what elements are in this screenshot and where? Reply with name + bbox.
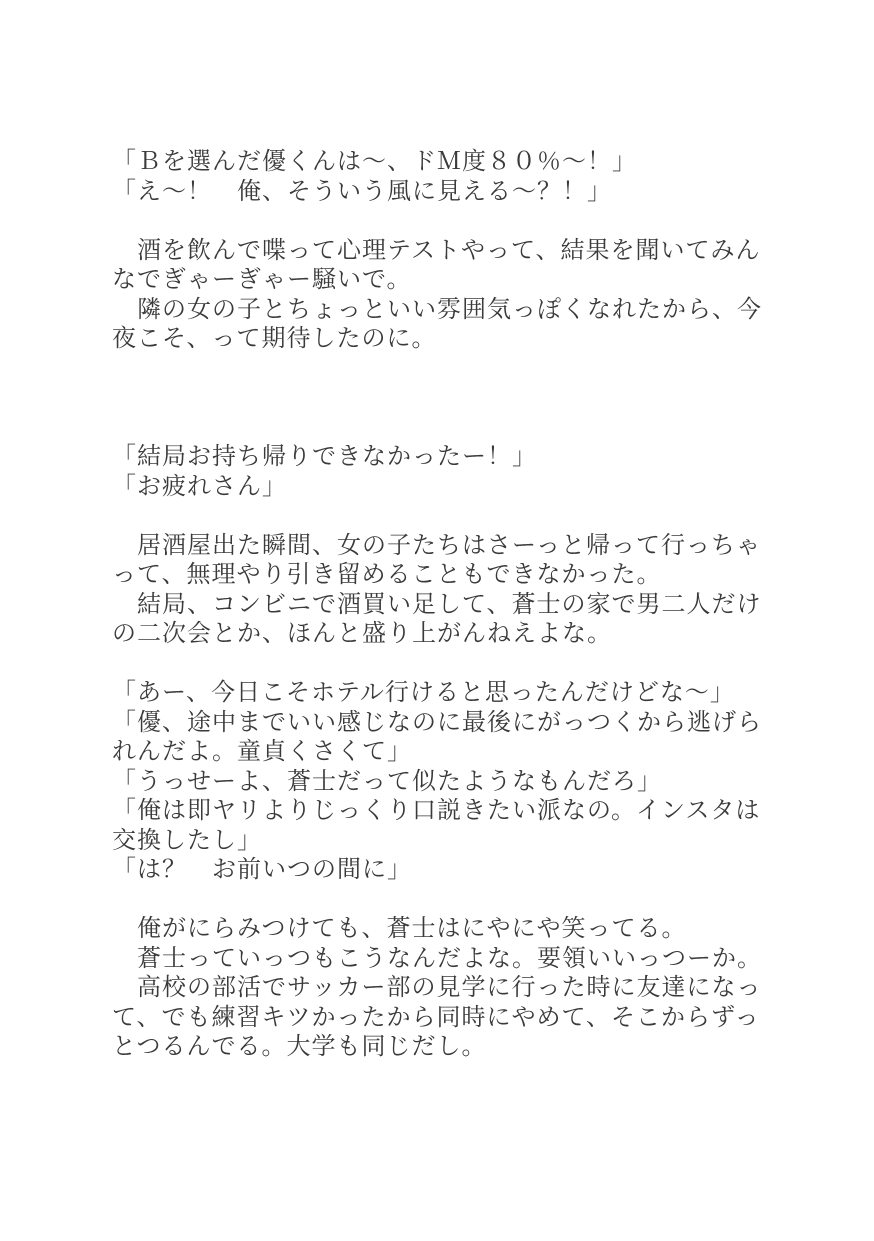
text-line: 蒼士っていっつもこうなんだよな。要領いいっつーか。 (112, 944, 762, 972)
text-line: 「俺は即ヤリよりじっくり口説きたい派なの。インスタは (112, 797, 761, 824)
text-line: 「結局お持ち帰りできなかったー！」 (112, 443, 537, 470)
blank-line (112, 383, 762, 413)
blank-line (112, 885, 762, 915)
text-line: れんだよ。童貞くさくて」 (112, 738, 412, 765)
text-line: 高校の部活でサッカー部の見学に行った時に友達になっ (112, 974, 762, 1001)
text-line: 「うっせーよ、蒼士だって似たようなもんだろ」 (112, 767, 662, 795)
text-line: 「お疲れさん」 (112, 472, 287, 500)
text-line: 酒を飲んで喋って心理テストやって、結果を聞いてみん (112, 236, 761, 264)
novel-text-block (112, 147, 762, 1062)
text-line: なでぎゃーぎゃー騒いで。 (112, 266, 412, 293)
text-line: て、でも練習キツかったから同時にやめて、そこからずっ (112, 1003, 760, 1031)
blank-line (112, 354, 762, 384)
blank-line (112, 501, 762, 531)
text-line: 交換したし」 (112, 826, 262, 854)
text-line: 夜こそ、って期待したのに。 (112, 325, 437, 352)
text-line: 「Ｂを選んだ優くんは～、ドＭ度８０％～！」 (112, 148, 637, 175)
text-line: 俺がにらみつけても、蒼士はにやにや笑ってる。 (112, 915, 687, 942)
text-line: 「え～！ 俺、そういう風に見える～？！」 (112, 177, 612, 205)
text-line: 「あー、今日こそホテル行けると思ったんだけどな～」 (112, 679, 735, 706)
text-line: 隣の女の子とちょっといい雰囲気っぽくなれたから、今 (112, 295, 762, 323)
text-line: の二次会とか、ほんと盛り上がんねえよな。 (112, 620, 612, 647)
text-line: 結局、コンビニで酒買い足して、蒼士の家で男二人だけ (112, 590, 762, 618)
text-line: とつるんでる。大学も同じだし。 (112, 1033, 487, 1060)
blank-line (112, 413, 762, 443)
blank-line (112, 649, 762, 679)
text-line: 居酒屋出た瞬間、女の子たちはさーっと帰って行っちゃ (112, 531, 762, 559)
text-line: 「優、途中までいい感じなのに最後にがっつくから逃げら (112, 708, 762, 736)
blank-line (112, 206, 762, 236)
text-line: って、無理やり引き留めることもできなかった。 (112, 561, 662, 588)
text-line: 「は？ お前いつの間に」 (112, 856, 412, 883)
